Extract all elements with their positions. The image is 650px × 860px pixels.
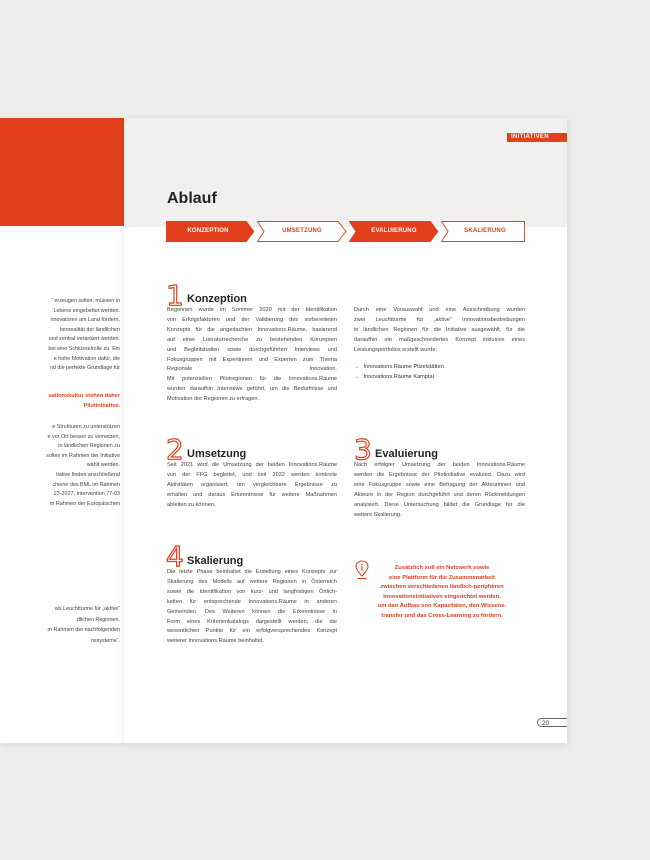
section-title-konzeption: Konzeption (187, 293, 247, 305)
text-line: sollen im Rahmen der Initiative (46, 452, 120, 459)
step-label: SKALIERUNG (464, 228, 506, 234)
arrow-right-icon: → (354, 374, 360, 380)
text-line: wurden daraufhin Interviews geführt, um die Bedürfnisse und (167, 386, 337, 393)
text-line: “ erzeugen sollen, müssen in (51, 298, 120, 304)
text-line: bei eine Schlüsselrolle zu. Ein (48, 346, 120, 352)
text-line: Akteure in der Region durchgeführt und deren Rückmeldungen (354, 491, 525, 498)
left-red-block (0, 118, 124, 226)
section-number-3: 3 (354, 433, 372, 466)
section-text-umsetzung (167, 461, 337, 511)
highlight-callout (367, 564, 517, 622)
left-page (0, 118, 124, 743)
text-line: Nach erfolgter Umsetzung der beiden Innovations.Räume (354, 462, 525, 468)
text-line: Konzepts für die angedachten Innovations.Räume, basierend (167, 326, 337, 333)
text-line: erhalten und daraus Erkenntnisse für weitere Maßnahmen (167, 491, 337, 498)
text-line: Durch eine Vorauswahl und eine Ausschreibung wurden (354, 307, 525, 313)
section-number-4: 4 (166, 540, 184, 573)
text-line: keiten für entsprechende Innovations.Räume in anderen (167, 598, 337, 605)
text-line: auf einer Literaturrecherche zu bestehenden Konzepten (167, 336, 337, 343)
text-line: vationskultur stehen daher (48, 393, 120, 399)
text-line: daraufhin ein maßgeschneidertes Konzept inklusive eines (354, 336, 525, 343)
text-line: nssysteme“. (90, 637, 120, 644)
bullet-item (354, 373, 434, 383)
text-line: tiative finden anschließend (56, 472, 120, 478)
step-label: UMSETZUNG (282, 228, 322, 234)
text-line: benrealität der ländlichen (59, 326, 120, 333)
text-line: m Rahmen der Europäischen (49, 500, 120, 507)
text-line: 23-2027, Intervention 77-03 (53, 491, 120, 498)
section-number-2: 2 (166, 433, 184, 466)
right-page (124, 118, 567, 743)
section-title-umsetzung: Umsetzung (187, 448, 247, 460)
text-line: als Leuchttürme für „aktive“ (54, 606, 120, 612)
text-line: werden die Ergebnisse der Pilotinitiative evaluiert. Dazu wird (354, 471, 525, 478)
arrow-right-icon: → (354, 364, 360, 370)
text-line: zwischen verschiedenen ländlich-peripheren (380, 584, 504, 591)
text-line: Motivation der Regionen zu erfragen. (167, 396, 260, 403)
text-line: wesentlichen Punkte für ein erfolgversprechendes Konzept (167, 628, 337, 635)
page-title: Ablauf (167, 190, 217, 207)
text-line: Pilotinitiative. (83, 402, 120, 409)
text-line: und Begleitstudien sowie durchgeführten Interviews und (167, 346, 337, 353)
text-line: um den Aufbau von Kapazitäten, den Wissens- (377, 603, 507, 610)
text-line: zwei Leuchttürme für „aktive“ Innovationsbestrebungen (354, 316, 525, 323)
text-line: e hohe Motivation dafür, die (53, 355, 120, 362)
text-line: analysiert. Diese Untersuchung bildet die Grundlage für die (354, 501, 525, 508)
text-line: transfer und das Cross-Learning zu fördern. (381, 612, 503, 619)
text-line: Die letzte Phase beinhaltet die Erstellung eines Konzepts zur (167, 569, 337, 575)
section-text-skalierung (167, 568, 337, 647)
text-line: Zusätzlich soll ein Netzwerk sowie (394, 565, 490, 571)
text-line: von der FFG begleitet, und seit 2022 werden konkrete (167, 471, 337, 478)
text-line: Innovationsinitiativen eingerichtet werden, (383, 593, 501, 600)
bullet-item (354, 363, 444, 373)
text-line: e Strukturen zu unterstützen (52, 424, 120, 430)
step-label: KONZEPTION (187, 228, 229, 234)
section-title-skalierung: Skalierung (187, 555, 244, 567)
text-line: Seit 2021 wird die Umsetzung der beiden Innovations.Räume (167, 462, 337, 468)
text-line: Gemeinden. Des Weiteren können die Erkenntnisse in (167, 608, 337, 615)
text-line: Regionale Innovation. (167, 366, 337, 373)
section-text-evaluierung (354, 461, 525, 520)
text-line: in ländlichen Regionen für die Initiative ausgewählt, für die (354, 326, 525, 333)
text-line: von Erfolgsfaktoren und der Validierung des vorbereiteten (167, 316, 337, 323)
text-line: Mit potenziellen Pilotregionen für die Innovations.Räume (167, 376, 337, 383)
text-line: Form eines Kriterienkatalogs dargestellt werden, die die (167, 618, 337, 625)
text-line: nd die perfekte Grundlage für (49, 365, 120, 372)
text-line: Lebens eingebettet werden. (53, 307, 120, 314)
section-tag: INITIATIVEN (507, 133, 567, 142)
text-line: Begonnen wurde im Sommer 2020 mit der Identifikation (167, 307, 337, 313)
text-line: und zentral verankert werden. (48, 336, 120, 343)
text-line: wählt werden. (86, 462, 120, 469)
text-line: weiterer Innovations.Räume beinhaltet. (167, 638, 265, 645)
text-line: chiene des BML im Rahmen (52, 481, 120, 488)
text-line: Aktivitäten organisiert, um vergleichbare Ergebnisse zu (167, 481, 337, 488)
text-line: Fokusgruppen mit Expertinnen und Experten zum Thema (167, 356, 337, 363)
page-number: 20 (537, 718, 567, 727)
text-line: sowie die Identifikation von kurz- und langfristigen Örtlich- (167, 588, 337, 595)
text-line: nnovatoren am Land fördern, (50, 317, 120, 324)
text-line: weitere Skalierung. (354, 511, 402, 518)
text-line: Skalierung des Modells auf weitere Regionen in Österreich (167, 578, 337, 585)
text-line: dlichen Regionen. (76, 616, 120, 623)
selection-text (354, 306, 525, 356)
text-line: ableiten zu können. (167, 501, 216, 508)
section-text-konzeption (167, 306, 337, 405)
section-title-evaluierung: Evaluierung (375, 448, 438, 460)
bullet-label: Innovations.Räume Pitzelstätten (363, 364, 444, 370)
header-band (124, 118, 567, 227)
text-line: e vor Ort besser zu vernetzen, (47, 433, 120, 440)
text-line: in ländlichen Regionen zu (58, 443, 120, 450)
text-line: m Rahmen der nachfolgenden (47, 627, 120, 633)
text-line: Leistungsportfolios erstellt wurde: (354, 346, 438, 353)
text-line: eine Plattform für die Zusammenarbeit (389, 574, 495, 581)
text-line: eine Fokusgruppe sowie eine Befragung der Akteurinnen und (354, 481, 525, 488)
step-label: EVALUIERUNG (371, 228, 417, 234)
section-number-1: 1 (166, 279, 184, 312)
bullet-label: Innovations.Räume Kamptal (363, 374, 434, 380)
